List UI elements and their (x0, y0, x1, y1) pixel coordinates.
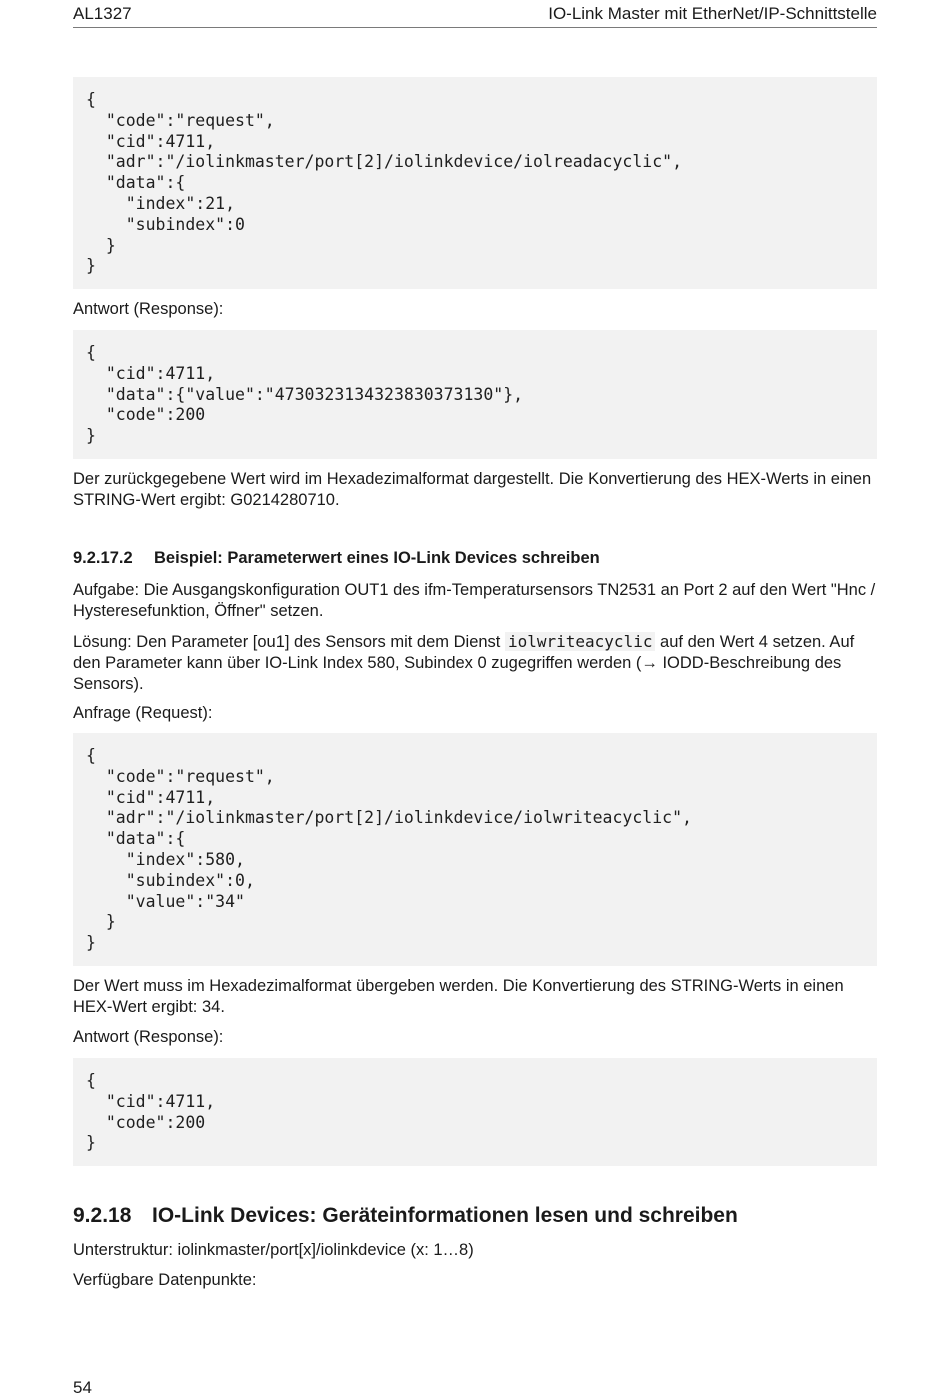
code-line: "data":{ (86, 829, 186, 849)
code-block-response-1 (73, 330, 877, 459)
code-line: "index":21, (86, 193, 236, 213)
code-line: "cid":4711, (86, 131, 216, 151)
section-number: 9.2.18 (73, 1204, 132, 1227)
code-line: "subindex":0, (86, 870, 255, 890)
loesung-text-before: Lösung: Den Parameter [ou1] des Sensors mit dem Dienst (73, 633, 505, 651)
paragraph-aufgabe: Aufgabe: Die Ausgangskonfiguration OUT1 des ifm-Temperatursensors TN2531 an Port 2 auf den Wert "Hnc / Hysteresefunktion, Öffner" setzen. (73, 581, 876, 620)
code-line: "code":200 (86, 405, 206, 425)
code-line: { (86, 746, 96, 765)
code-line: "data":{"value":"4730323134323830373130"}, (86, 384, 524, 404)
paragraph-hex-conversion-1: Der zurückgegebene Wert wird im Hexadezimalformat dargestellt. Die Konvertierung des HEX-Werts in einen STRING-Wert ergibt: G0214280710. (73, 470, 872, 509)
code-line: { (86, 343, 96, 362)
paragraph-loesung (73, 631, 877, 695)
code-line: "cid":4711, (86, 363, 216, 383)
code-line: "code":"request", (86, 766, 275, 786)
section-title: Beispiel: Parameterwert eines IO-Link Devices schreiben (154, 549, 600, 567)
loesung-text-after: auf den Wert 4 setzen. Auf den Parameter kann über IO-Link Index 580, Subindex 0 zugegriffen werden (→ IODD-Beschreibung des Sensors). (73, 633, 855, 693)
header-divider (73, 27, 877, 28)
code-line: } (86, 256, 96, 276)
section-title: IO-Link Devices: Geräteinformationen lesen und schreiben (152, 1204, 738, 1227)
paragraph-hex-conversion-2: Der Wert muss im Hexadezimalformat übergeben werden. Die Konvertierung des STRING-Werts in einen HEX-Wert ergibt: 34. (73, 977, 844, 1016)
label-response-2: Antwort (Response): (73, 1028, 224, 1046)
code-block-request-2 (73, 733, 877, 966)
code-line: "adr":"/iolinkmaster/port[2]/iolinkdevice/iolwriteacyclic", (86, 808, 692, 828)
code-line: "code":200 (86, 1112, 206, 1132)
paragraph-datenpunkte: Verfügbare Datenpunkte: (73, 1271, 257, 1289)
code-line: } (86, 1133, 96, 1153)
label-response-1: Antwort (Response): (73, 300, 224, 318)
code-line: "data":{ (86, 173, 186, 193)
code-line: { (86, 90, 96, 109)
section-heading-9-2-18 (73, 1204, 738, 1228)
paragraph-unterstruktur: Unterstruktur: iolinkmaster/port[x]/iolinkdevice (x: 1…8) (73, 1241, 474, 1259)
code-line: } (86, 426, 96, 446)
header-product-code: AL1327 (73, 4, 132, 23)
code-line: "index":580, (86, 849, 245, 869)
code-line: "cid":4711, (86, 787, 216, 807)
code-block-response-2 (73, 1058, 877, 1166)
code-line: } (86, 912, 116, 932)
code-block-request-1 (73, 77, 877, 289)
label-request-2: Anfrage (Request): (73, 704, 213, 722)
code-line: "value":"34" (86, 891, 245, 911)
section-heading-9-2-17-2 (73, 549, 600, 568)
code-line: } (86, 933, 96, 953)
page-number: 54 (73, 1378, 92, 1397)
inline-code-service: iolwriteacyclic (505, 632, 656, 651)
code-line: "cid":4711, (86, 1091, 216, 1111)
code-line: "subindex":0 (86, 214, 245, 234)
code-line: } (86, 235, 116, 255)
code-line: "code":"request", (86, 110, 275, 130)
section-number: 9.2.17.2 (73, 549, 133, 567)
header-document-title: IO-Link Master mit EtherNet/IP-Schnittstelle (548, 4, 877, 23)
code-line: { (86, 1071, 96, 1090)
code-line: "adr":"/iolinkmaster/port[2]/iolinkdevice/iolreadacyclic", (86, 152, 683, 172)
